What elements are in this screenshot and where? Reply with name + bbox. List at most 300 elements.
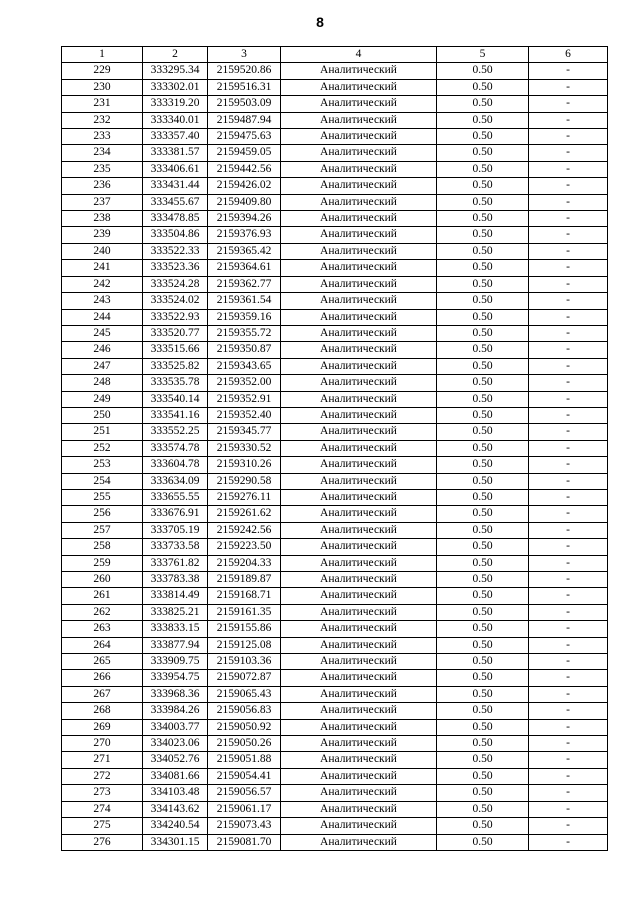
cell-method: Аналитический	[281, 539, 437, 555]
cell-accuracy: 0.50	[437, 112, 529, 128]
cell-y-coordinate: 2159189.87	[208, 572, 281, 588]
cell-point-number: 229	[62, 63, 143, 79]
cell-x-coordinate: 333705.19	[143, 522, 208, 538]
cell-accuracy: 0.50	[437, 161, 529, 177]
cell-point-number: 232	[62, 112, 143, 128]
cell-point-number: 241	[62, 260, 143, 276]
table-row	[62, 703, 608, 719]
cell-y-coordinate: 2159376.93	[208, 227, 281, 243]
cell-y-coordinate: 2159155.86	[208, 621, 281, 637]
cell-accuracy: 0.50	[437, 473, 529, 489]
cell-accuracy: 0.50	[437, 342, 529, 358]
cell-note: -	[529, 785, 608, 801]
table-row	[62, 63, 608, 79]
cell-method: Аналитический	[281, 736, 437, 752]
cell-note: -	[529, 473, 608, 489]
cell-accuracy: 0.50	[437, 670, 529, 686]
cell-note: -	[529, 719, 608, 735]
cell-method: Аналитический	[281, 785, 437, 801]
cell-point-number: 263	[62, 621, 143, 637]
cell-y-coordinate: 2159050.92	[208, 719, 281, 735]
cell-method: Аналитический	[281, 588, 437, 604]
cell-method: Аналитический	[281, 818, 437, 834]
table-row	[62, 391, 608, 407]
cell-note: -	[529, 604, 608, 620]
table-header	[62, 47, 608, 63]
cell-y-coordinate: 2159487.94	[208, 112, 281, 128]
cell-note: -	[529, 637, 608, 653]
cell-x-coordinate: 333522.33	[143, 243, 208, 259]
cell-y-coordinate: 2159352.40	[208, 407, 281, 423]
cell-method: Аналитический	[281, 752, 437, 768]
cell-accuracy: 0.50	[437, 178, 529, 194]
cell-note: -	[529, 440, 608, 456]
table-row	[62, 818, 608, 834]
cell-method: Аналитический	[281, 63, 437, 79]
cell-x-coordinate: 333535.78	[143, 375, 208, 391]
cell-method: Аналитический	[281, 670, 437, 686]
cell-note: -	[529, 654, 608, 670]
header-col-5: 5	[437, 47, 529, 63]
cell-x-coordinate: 333515.66	[143, 342, 208, 358]
cell-x-coordinate: 333676.91	[143, 506, 208, 522]
table-row	[62, 112, 608, 128]
cell-accuracy: 0.50	[437, 752, 529, 768]
cell-point-number: 242	[62, 276, 143, 292]
cell-point-number: 254	[62, 473, 143, 489]
cell-accuracy: 0.50	[437, 686, 529, 702]
table-row	[62, 588, 608, 604]
cell-method: Аналитический	[281, 407, 437, 423]
cell-accuracy: 0.50	[437, 785, 529, 801]
cell-point-number: 272	[62, 768, 143, 784]
cell-y-coordinate: 2159362.77	[208, 276, 281, 292]
cell-note: -	[529, 686, 608, 702]
cell-method: Аналитический	[281, 325, 437, 341]
cell-accuracy: 0.50	[437, 818, 529, 834]
cell-accuracy: 0.50	[437, 63, 529, 79]
cell-accuracy: 0.50	[437, 194, 529, 210]
cell-y-coordinate: 2159520.86	[208, 63, 281, 79]
cell-point-number: 273	[62, 785, 143, 801]
cell-method: Аналитический	[281, 637, 437, 653]
table-row	[62, 637, 608, 653]
table-row	[62, 211, 608, 227]
cell-accuracy: 0.50	[437, 145, 529, 161]
cell-point-number: 269	[62, 719, 143, 735]
cell-note: -	[529, 342, 608, 358]
cell-note: -	[529, 260, 608, 276]
cell-x-coordinate: 333814.49	[143, 588, 208, 604]
cell-method: Аналитический	[281, 358, 437, 374]
cell-y-coordinate: 2159355.72	[208, 325, 281, 341]
cell-x-coordinate: 333504.86	[143, 227, 208, 243]
cell-note: -	[529, 588, 608, 604]
cell-note: -	[529, 457, 608, 473]
header-col-3: 3	[208, 47, 281, 63]
cell-y-coordinate: 2159276.11	[208, 489, 281, 505]
cell-note: -	[529, 818, 608, 834]
cell-x-coordinate: 333319.20	[143, 96, 208, 112]
table-row	[62, 834, 608, 850]
cell-point-number: 248	[62, 375, 143, 391]
cell-method: Аналитический	[281, 801, 437, 817]
cell-point-number: 250	[62, 407, 143, 423]
cell-x-coordinate: 333406.61	[143, 161, 208, 177]
cell-accuracy: 0.50	[437, 358, 529, 374]
cell-note: -	[529, 522, 608, 538]
table-row	[62, 161, 608, 177]
cell-y-coordinate: 2159056.83	[208, 703, 281, 719]
cell-point-number: 235	[62, 161, 143, 177]
cell-y-coordinate: 2159223.50	[208, 539, 281, 555]
cell-note: -	[529, 752, 608, 768]
cell-method: Аналитический	[281, 309, 437, 325]
cell-point-number: 253	[62, 457, 143, 473]
cell-note: -	[529, 112, 608, 128]
cell-x-coordinate: 333655.55	[143, 489, 208, 505]
cell-point-number: 245	[62, 325, 143, 341]
cell-point-number: 244	[62, 309, 143, 325]
cell-accuracy: 0.50	[437, 522, 529, 538]
cell-note: -	[529, 145, 608, 161]
cell-note: -	[529, 309, 608, 325]
cell-note: -	[529, 736, 608, 752]
cell-x-coordinate: 333525.82	[143, 358, 208, 374]
table-row	[62, 325, 608, 341]
cell-point-number: 274	[62, 801, 143, 817]
cell-y-coordinate: 2159409.80	[208, 194, 281, 210]
cell-x-coordinate: 334301.15	[143, 834, 208, 850]
cell-point-number: 264	[62, 637, 143, 653]
cell-method: Аналитический	[281, 342, 437, 358]
cell-x-coordinate: 333302.01	[143, 79, 208, 95]
table-row	[62, 79, 608, 95]
cell-method: Аналитический	[281, 211, 437, 227]
cell-method: Аналитический	[281, 489, 437, 505]
cell-y-coordinate: 2159364.61	[208, 260, 281, 276]
cell-note: -	[529, 703, 608, 719]
table-row	[62, 621, 608, 637]
cell-accuracy: 0.50	[437, 834, 529, 850]
cell-accuracy: 0.50	[437, 309, 529, 325]
cell-method: Аналитический	[281, 440, 437, 456]
table-row	[62, 440, 608, 456]
cell-point-number: 230	[62, 79, 143, 95]
cell-x-coordinate: 333520.77	[143, 325, 208, 341]
table-row	[62, 785, 608, 801]
cell-y-coordinate: 2159361.54	[208, 293, 281, 309]
cell-note: -	[529, 211, 608, 227]
cell-point-number: 267	[62, 686, 143, 702]
cell-x-coordinate: 333540.14	[143, 391, 208, 407]
table-row	[62, 670, 608, 686]
cell-accuracy: 0.50	[437, 293, 529, 309]
cell-method: Аналитический	[281, 834, 437, 850]
cell-method: Аналитический	[281, 276, 437, 292]
cell-x-coordinate: 333340.01	[143, 112, 208, 128]
cell-note: -	[529, 572, 608, 588]
cell-accuracy: 0.50	[437, 260, 529, 276]
cell-method: Аналитический	[281, 686, 437, 702]
cell-x-coordinate: 334103.48	[143, 785, 208, 801]
cell-accuracy: 0.50	[437, 211, 529, 227]
cell-method: Аналитический	[281, 522, 437, 538]
header-col-2: 2	[143, 47, 208, 63]
cell-method: Аналитический	[281, 654, 437, 670]
table-row	[62, 260, 608, 276]
table-row	[62, 604, 608, 620]
cell-x-coordinate: 333825.21	[143, 604, 208, 620]
table-row	[62, 407, 608, 423]
cell-point-number: 237	[62, 194, 143, 210]
cell-method: Аналитический	[281, 243, 437, 259]
cell-point-number: 231	[62, 96, 143, 112]
table-row	[62, 227, 608, 243]
cell-note: -	[529, 424, 608, 440]
cell-note: -	[529, 555, 608, 571]
cell-y-coordinate: 2159350.87	[208, 342, 281, 358]
cell-point-number: 260	[62, 572, 143, 588]
cell-x-coordinate: 333541.16	[143, 407, 208, 423]
cell-accuracy: 0.50	[437, 539, 529, 555]
cell-note: -	[529, 129, 608, 145]
cell-x-coordinate: 333783.38	[143, 572, 208, 588]
cell-point-number: 236	[62, 178, 143, 194]
table-row	[62, 572, 608, 588]
cell-accuracy: 0.50	[437, 506, 529, 522]
cell-y-coordinate: 2159352.00	[208, 375, 281, 391]
cell-x-coordinate: 334143.62	[143, 801, 208, 817]
cell-x-coordinate: 334003.77	[143, 719, 208, 735]
cell-y-coordinate: 2159081.70	[208, 834, 281, 850]
page-number: 8	[316, 14, 324, 30]
cell-x-coordinate: 334081.66	[143, 768, 208, 784]
cell-y-coordinate: 2159051.88	[208, 752, 281, 768]
cell-method: Аналитический	[281, 112, 437, 128]
cell-accuracy: 0.50	[437, 736, 529, 752]
cell-x-coordinate: 333523.36	[143, 260, 208, 276]
table-row	[62, 522, 608, 538]
cell-method: Аналитический	[281, 194, 437, 210]
cell-x-coordinate: 333574.78	[143, 440, 208, 456]
cell-note: -	[529, 79, 608, 95]
cell-note: -	[529, 407, 608, 423]
cell-note: -	[529, 539, 608, 555]
cell-y-coordinate: 2159103.36	[208, 654, 281, 670]
table-row	[62, 129, 608, 145]
cell-note: -	[529, 161, 608, 177]
cell-y-coordinate: 2159516.31	[208, 79, 281, 95]
table-body	[62, 63, 608, 851]
table-row	[62, 309, 608, 325]
cell-accuracy: 0.50	[437, 424, 529, 440]
cell-y-coordinate: 2159310.26	[208, 457, 281, 473]
table-row	[62, 768, 608, 784]
cell-note: -	[529, 768, 608, 784]
cell-x-coordinate: 333381.57	[143, 145, 208, 161]
cell-point-number: 258	[62, 539, 143, 555]
table-row	[62, 473, 608, 489]
header-row	[62, 47, 608, 63]
cell-method: Аналитический	[281, 96, 437, 112]
cell-accuracy: 0.50	[437, 375, 529, 391]
cell-x-coordinate: 333877.94	[143, 637, 208, 653]
cell-y-coordinate: 2159261.62	[208, 506, 281, 522]
cell-point-number: 262	[62, 604, 143, 620]
cell-note: -	[529, 670, 608, 686]
cell-x-coordinate: 333431.44	[143, 178, 208, 194]
cell-method: Аналитический	[281, 161, 437, 177]
cell-note: -	[529, 243, 608, 259]
cell-method: Аналитический	[281, 473, 437, 489]
header-col-4: 4	[281, 47, 437, 63]
cell-note: -	[529, 489, 608, 505]
cell-note: -	[529, 63, 608, 79]
table-row	[62, 358, 608, 374]
cell-y-coordinate: 2159330.52	[208, 440, 281, 456]
cell-note: -	[529, 801, 608, 817]
cell-accuracy: 0.50	[437, 440, 529, 456]
cell-y-coordinate: 2159204.33	[208, 555, 281, 571]
cell-x-coordinate: 333968.36	[143, 686, 208, 702]
cell-x-coordinate: 334023.06	[143, 736, 208, 752]
cell-y-coordinate: 2159072.87	[208, 670, 281, 686]
cell-accuracy: 0.50	[437, 768, 529, 784]
cell-x-coordinate: 333522.93	[143, 309, 208, 325]
cell-point-number: 268	[62, 703, 143, 719]
cell-x-coordinate: 333909.75	[143, 654, 208, 670]
cell-y-coordinate: 2159056.57	[208, 785, 281, 801]
cell-y-coordinate: 2159073.43	[208, 818, 281, 834]
cell-point-number: 256	[62, 506, 143, 522]
cell-y-coordinate: 2159065.43	[208, 686, 281, 702]
cell-y-coordinate: 2159343.65	[208, 358, 281, 374]
cell-accuracy: 0.50	[437, 555, 529, 571]
cell-x-coordinate: 333733.58	[143, 539, 208, 555]
table-row	[62, 752, 608, 768]
cell-y-coordinate: 2159475.63	[208, 129, 281, 145]
table-row	[62, 178, 608, 194]
cell-accuracy: 0.50	[437, 325, 529, 341]
cell-method: Аналитический	[281, 178, 437, 194]
cell-accuracy: 0.50	[437, 276, 529, 292]
cell-accuracy: 0.50	[437, 407, 529, 423]
cell-note: -	[529, 358, 608, 374]
cell-method: Аналитический	[281, 506, 437, 522]
cell-y-coordinate: 2159290.58	[208, 473, 281, 489]
cell-x-coordinate: 333604.78	[143, 457, 208, 473]
cell-y-coordinate: 2159459.05	[208, 145, 281, 161]
cell-x-coordinate: 333552.25	[143, 424, 208, 440]
cell-y-coordinate: 2159503.09	[208, 96, 281, 112]
cell-method: Аналитический	[281, 621, 437, 637]
cell-y-coordinate: 2159242.56	[208, 522, 281, 538]
cell-note: -	[529, 96, 608, 112]
table-row	[62, 424, 608, 440]
cell-accuracy: 0.50	[437, 96, 529, 112]
cell-point-number: 238	[62, 211, 143, 227]
cell-point-number: 270	[62, 736, 143, 752]
table-row	[62, 506, 608, 522]
cell-accuracy: 0.50	[437, 129, 529, 145]
cell-y-coordinate: 2159365.42	[208, 243, 281, 259]
cell-method: Аналитический	[281, 79, 437, 95]
table-row	[62, 489, 608, 505]
cell-point-number: 259	[62, 555, 143, 571]
table-row	[62, 96, 608, 112]
cell-y-coordinate: 2159168.71	[208, 588, 281, 604]
cell-method: Аналитический	[281, 293, 437, 309]
cell-method: Аналитический	[281, 145, 437, 161]
table-row	[62, 555, 608, 571]
cell-y-coordinate: 2159161.35	[208, 604, 281, 620]
cell-point-number: 239	[62, 227, 143, 243]
cell-point-number: 276	[62, 834, 143, 850]
cell-method: Аналитический	[281, 424, 437, 440]
cell-accuracy: 0.50	[437, 654, 529, 670]
cell-point-number: 249	[62, 391, 143, 407]
cell-note: -	[529, 227, 608, 243]
cell-accuracy: 0.50	[437, 391, 529, 407]
cell-method: Аналитический	[281, 129, 437, 145]
table-row	[62, 801, 608, 817]
cell-x-coordinate: 333984.26	[143, 703, 208, 719]
table-row	[62, 276, 608, 292]
table-row	[62, 736, 608, 752]
table-row	[62, 375, 608, 391]
cell-accuracy: 0.50	[437, 621, 529, 637]
cell-y-coordinate: 2159050.26	[208, 736, 281, 752]
coordinates-table	[61, 46, 608, 851]
cell-note: -	[529, 178, 608, 194]
table-row	[62, 654, 608, 670]
cell-point-number: 247	[62, 358, 143, 374]
cell-point-number: 257	[62, 522, 143, 538]
cell-point-number: 255	[62, 489, 143, 505]
cell-y-coordinate: 2159054.41	[208, 768, 281, 784]
cell-note: -	[529, 506, 608, 522]
cell-accuracy: 0.50	[437, 801, 529, 817]
cell-y-coordinate: 2159442.56	[208, 161, 281, 177]
cell-x-coordinate: 333357.40	[143, 129, 208, 145]
cell-note: -	[529, 276, 608, 292]
cell-accuracy: 0.50	[437, 719, 529, 735]
table-row	[62, 539, 608, 555]
header-col-6: 6	[529, 47, 608, 63]
cell-point-number: 246	[62, 342, 143, 358]
cell-note: -	[529, 391, 608, 407]
table-row	[62, 293, 608, 309]
cell-y-coordinate: 2159352.91	[208, 391, 281, 407]
header-col-1: 1	[62, 47, 143, 63]
cell-method: Аналитический	[281, 260, 437, 276]
cell-method: Аналитический	[281, 572, 437, 588]
cell-accuracy: 0.50	[437, 457, 529, 473]
cell-note: -	[529, 325, 608, 341]
cell-x-coordinate: 333295.34	[143, 63, 208, 79]
cell-point-number: 251	[62, 424, 143, 440]
cell-note: -	[529, 194, 608, 210]
cell-x-coordinate: 333761.82	[143, 555, 208, 571]
cell-note: -	[529, 621, 608, 637]
cell-y-coordinate: 2159061.17	[208, 801, 281, 817]
cell-accuracy: 0.50	[437, 79, 529, 95]
cell-x-coordinate: 333524.02	[143, 293, 208, 309]
cell-accuracy: 0.50	[437, 703, 529, 719]
cell-x-coordinate: 333833.15	[143, 621, 208, 637]
cell-point-number: 275	[62, 818, 143, 834]
